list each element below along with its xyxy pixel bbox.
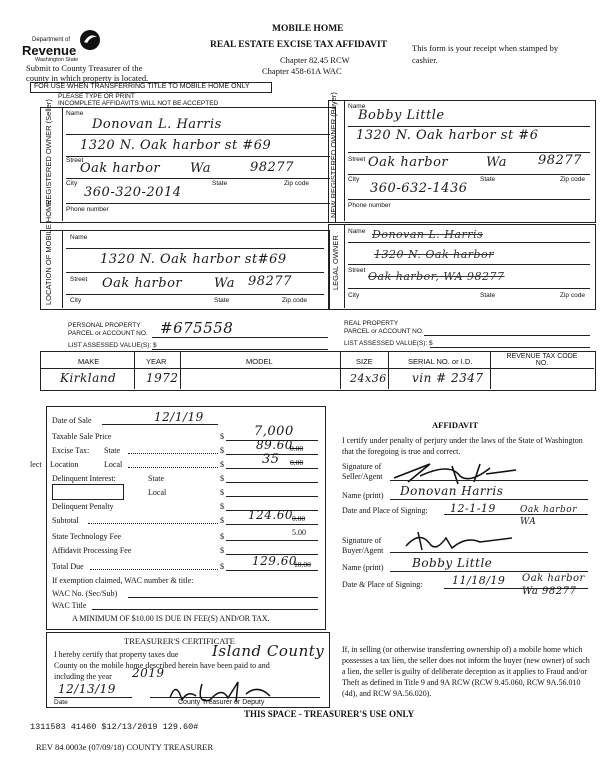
affidavit-certify: I certify under penalty of perjury under the laws of the State of Washington that the foregoing is true and correct. [342,436,583,456]
seller-side-label: REGISTERED OWNER (Seller) [44,99,53,205]
th-make: MAKE [78,357,100,366]
incomplete-warning: INCOMPLETE AFFIDAVITS WILL NOT BE ACCEPTED [58,100,219,107]
treasurer-text3: including the year [54,672,112,681]
wac-label: WAC No. (Sec/Sub) [52,589,118,598]
exempt-label: If exemption claimed, WAC number & title: [52,576,194,585]
legal-owner-city: Oak harbor, WA 98277 [368,270,505,283]
total-label: Total Due [52,562,84,571]
logo-line2: Revenue [22,43,77,58]
td-serial: vin # 2347 [412,371,484,385]
location-label: Location [50,460,79,469]
total-dollar: $ [220,562,224,571]
buyer-phone: 360-632-1436 [370,181,468,196]
techfee-dollar: $ [220,532,224,541]
treasurer-date-label: Date [54,699,68,706]
legal-owner-state-label: State [480,292,496,299]
seller-street-label: Street [66,157,84,164]
seller-name-label: Name [66,110,84,117]
location-name-label: Name [70,234,88,241]
buyer-street-label: Street [348,156,366,163]
treasurer-text2: County on the mobile home described herein have been paid to and [54,661,270,670]
seller-sign-place: Oak harbor WA [520,505,578,527]
location-street: 1320 N. Oak harbor st#69 [100,252,287,267]
location-state-label: State [214,297,230,304]
rp-assessed: LIST ASSESSED VALUE(S): $ [344,340,433,347]
please-type: PLEASE TYPE OR PRINT [58,93,135,100]
treasurer-date: 12/13/19 [58,682,116,696]
buyer-sig-label: Signature of Buyer/Agent [342,536,384,555]
location-side-label: LOCATION OF MOBILE HOME [44,199,53,305]
techfee-value: 5.00 [292,528,306,537]
buyer-signature [400,528,520,554]
subtotal-value: 124.60 [248,508,293,522]
logo-swirl-icon [79,29,101,51]
buyer-zip-label: Zip code [560,176,585,183]
buyer-street: 1320 N. Oak harbor st #6 [356,128,539,143]
seller-name: Donovan L. Harris [92,117,222,132]
subtotal-dollar: $ [220,516,224,525]
price-dollar: $ [220,432,224,441]
buyer-city: Oak harbor [368,155,449,170]
td-year: 1972 [146,371,179,385]
affidavit-buyer-name: Bobby Little [412,556,493,570]
logo-line1: Department of [32,37,71,43]
seller-state: Wa [190,161,211,176]
th-serial: SERIAL NO. or I.D. [408,357,473,366]
treasurer-use-label: THIS SPACE - TREASURER'S USE ONLY [244,709,415,719]
seller-name-print-label: Name (print) [342,491,384,500]
location-street-label: Street [70,276,88,283]
seller-phone: 360-320-2014 [84,185,182,200]
chapter-wac: Chapter 458-61A WAC [262,66,342,76]
buyer-state: Wa [486,155,507,170]
price-value: 7,000 [254,424,294,439]
submit-line2: county in which property is located. [26,73,149,83]
affidavit-title: AFFIDAVIT [432,420,479,430]
location-city-label: City [70,297,82,304]
buyer-sign-place: Oak harbor Wa 98277 [522,573,585,597]
buyer-city-label: City [348,176,360,183]
buyer-sign-date: 11/18/19 [452,574,506,587]
dor-logo [22,28,102,62]
price-label: Taxable Sale Price [52,432,112,441]
procfee-dollar: $ [220,546,224,555]
legal-owner-street-label: Street [348,267,366,274]
excise-state-value: 89.60 [256,438,293,452]
pp-value: #675558 [160,319,234,337]
excise-state-dollar: $ [220,446,224,455]
excise-local-orig: 0.00 [290,458,304,467]
legal-owner-city-label: City [348,292,360,299]
for-use-banner [30,82,272,93]
pp-label1: PERSONAL PROPERTY [68,322,141,329]
legal-owner-zip-label: Zip code [560,292,585,299]
subtotal-label: Subtotal [52,516,79,525]
receipt-note: This form is your receipt when stamped by cashier. [412,43,559,65]
penalty-label: Delinquent Penalty [52,502,114,511]
chapter-rcw: Chapter 82.45 RCW [280,55,350,65]
delinq-local-label: Local [148,488,167,497]
treasurer-sig-label: County Treasurer or Deputy [178,699,265,706]
seller-state-label: State [212,180,228,187]
minimum-note: A MINIMUM OF $10.00 IS DUE IN FEE(S) AND/OR TAX. [72,614,270,623]
seller-date-place-label: Date and Place of Signing: [342,506,428,515]
sale-date-label: Date of Sale [52,416,92,425]
legal-owner-name: Donovan L. Harris [372,228,484,241]
location-state: Wa [214,276,235,291]
seller-city: Oak harbor [80,161,161,176]
delinq-state-dollar: $ [220,474,224,483]
cashier-stamp: 1311583 41460 $12/13/2019 129.60# [30,722,199,732]
excise-local-label: Local [104,460,123,469]
title-mobile-home: MOBILE HOME [272,24,344,34]
wac-title-label: WAC Title [52,601,87,610]
rp-label2: PARCEL or ACCOUNT NO. [344,328,424,335]
excise-local-dollar: $ [220,460,224,469]
penalty-dollar: $ [220,502,224,511]
for-use-text: FOR USE WHEN TRANSFERRING TITLE TO MOBILE HOME ONLY [34,83,250,90]
buyer-state-label: State [480,176,496,183]
location-city: Oak harbor [102,276,183,291]
pp-assessed: LIST ASSESSED VALUE(S): $ [68,342,157,349]
buyer-date-place-label: Date & Place of Signing: [342,580,423,589]
location-zip: 98277 [248,274,292,289]
buyer-zip: 98277 [538,153,582,168]
buyer-side-label: NEW REGISTERED OWNER (Buyer) [329,92,338,218]
treasurer-title: TREASURER'S CERTIFICATE [124,636,235,646]
legal-owner-side-label: LEGAL OWNER [331,235,340,290]
total-value: 129.60 [252,554,297,568]
seller-phone-label: Phone number [66,206,109,213]
delinq-label: Delinquent Interest: [52,474,116,483]
seller-city-label: City [66,180,78,187]
affidavit-seller-name: Donovan Harris [400,484,504,498]
excise-state-label: State [104,446,120,455]
pp-label2: PARCEL or ACCOUNT NO. [68,330,148,337]
buyer-name: Bobby Little [358,108,445,123]
td-size: 24x36 [350,372,387,385]
excise-label: Excise Tax: [52,446,90,455]
legal-owner-street: 1320 N. Oak harbor [374,248,494,261]
th-size: SIZE [356,357,373,366]
subtotal-orig: 0.00 [292,514,306,523]
th-year: YEAR [146,357,167,366]
lien-notice: If, in selling (or otherwise transferring ownership of) a mobile home which possesses a tax lien, the seller does not inform the buyer (new owner) of such a lien, the seller is guilty of deliberate deception as it applies to Fraud and/or Theft as defined in Title 9 and 9A RCW (RCW 9.45.060, RCW 9A.56.010 (4d), and RCW 9A.56.020). [342,645,590,698]
total-orig: 10.00 [294,560,311,569]
excise-state-orig: 0.00 [290,444,304,453]
buyer-phone-label: Phone number [348,202,391,209]
excise-local-value: 35 [262,452,280,467]
seller-sign-date: 12-1-19 [450,502,496,515]
rp-label1: REAL PROPERTY [344,320,399,327]
delinq-blank-box [52,484,124,500]
submit-line1: Submit to County Treasurer of the [26,63,143,73]
logo-line3: Washington State [35,57,79,63]
legal-owner-name-label: Name [348,228,366,235]
th-revenue: REVENUE TAX CODE NO. [506,353,578,367]
delinq-local-dollar: $ [220,488,224,497]
location-zip-label: Zip code [282,297,307,304]
sale-date: 12/1/19 [154,410,204,424]
seller-zip-label: Zip code [284,180,309,187]
buyer-name-label: Name [348,103,366,110]
buyer-name-print-label: Name (print) [342,563,384,572]
treasurer-year: 2019 [132,666,165,680]
seller-signature [390,458,520,486]
seller-zip: 98277 [250,160,294,175]
th-model: MODEL [246,357,273,366]
form-footer: REV 84 0003e (07/09/18) COUNTY TREASURER [36,742,214,752]
procfee-label: Affidavit Processing Fee [52,546,132,555]
delinq-state-label: State [148,474,164,483]
treasurer-text1: I hereby certify that property taxes due [54,650,179,659]
seller-street: 1320 N. Oak harbor st #69 [80,138,272,153]
seller-sig-label: Signature of Seller/Agent [342,462,383,481]
treasurer-county: Island County [212,642,325,660]
techfee-label: State Technology Fee [52,532,122,541]
title-affidavit: REAL ESTATE EXCISE TAX AFFIDAVIT [210,40,388,50]
td-make: Kirkland [60,371,117,385]
lect-fragment: lect [30,460,42,469]
